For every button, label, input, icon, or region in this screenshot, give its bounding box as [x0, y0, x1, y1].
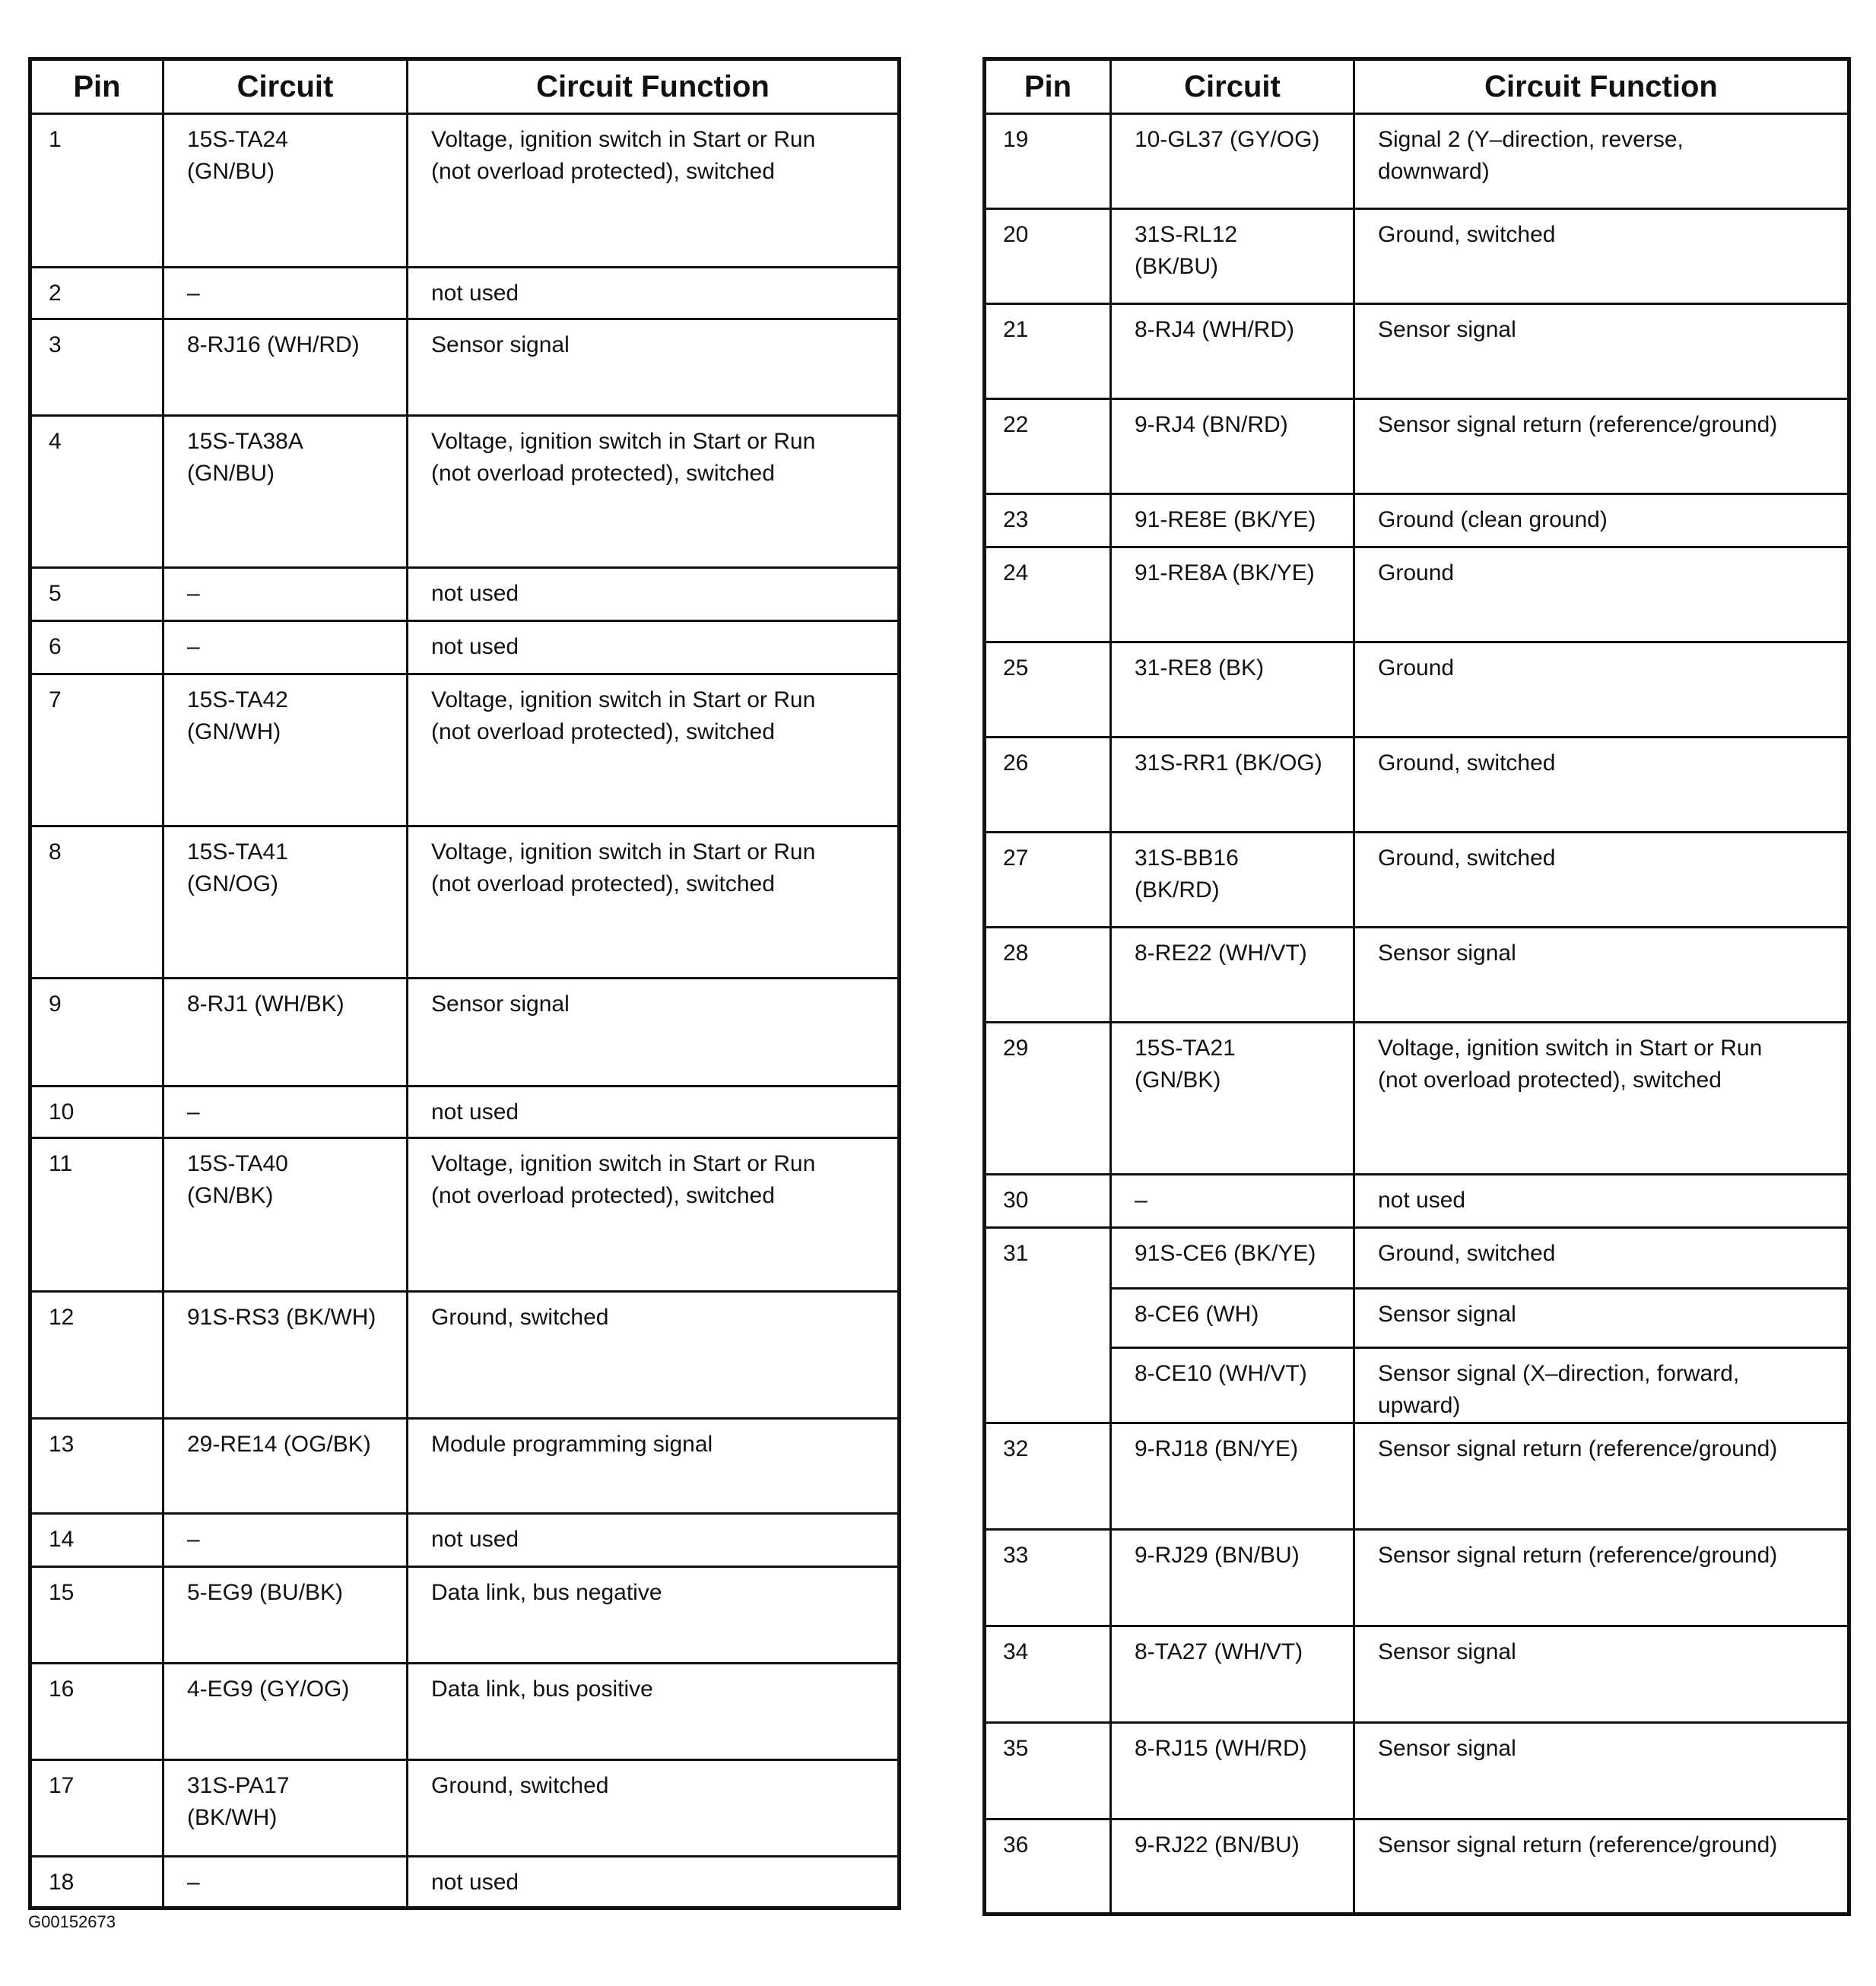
- pin-row: [985, 928, 1849, 1023]
- pin-number: 22: [985, 399, 1111, 494]
- circuit-function-cell: [1354, 1175, 1849, 1228]
- circuit-cell: [1111, 642, 1354, 738]
- header-pin: Pin: [30, 59, 163, 114]
- function-line: Data link, bus negative: [431, 1580, 662, 1605]
- header-circuit: Circuit: [163, 59, 408, 114]
- circuit-cell: [1111, 304, 1354, 399]
- circuit-function-cell: [1354, 1423, 1849, 1530]
- circuit-line: 15S-TA41: [187, 839, 288, 865]
- circuit-function-cell: [1354, 1348, 1849, 1423]
- circuit-line: 15S-TA24: [187, 127, 288, 152]
- circuit-line: (GN/OG): [187, 871, 278, 896]
- function-line: Sensor signal return (reference/ground): [1378, 1436, 1778, 1461]
- circuit-function-cell: [1354, 928, 1849, 1023]
- function-line: Ground: [1378, 560, 1455, 585]
- pin-row: [985, 1530, 1849, 1626]
- pin-number: 34: [985, 1626, 1111, 1723]
- pin-row: [985, 1175, 1849, 1228]
- function-line: Voltage, ignition switch in Start or Run: [431, 839, 816, 865]
- pin-row: [985, 304, 1849, 399]
- pin-number: 4: [30, 416, 163, 568]
- circuit-function-cell: [408, 621, 900, 674]
- function-line: (not overload protected), switched: [431, 719, 775, 744]
- pin-row: [30, 1292, 900, 1419]
- circuit-line: –: [187, 634, 200, 659]
- pin-number: 30: [985, 1175, 1111, 1228]
- pin-row: [30, 1087, 900, 1138]
- pin-number: 17: [30, 1760, 163, 1857]
- circuit-cell: [163, 1419, 408, 1514]
- circuit-cell: [163, 1292, 408, 1419]
- pin-number: 15: [30, 1567, 163, 1664]
- circuit-line: 8-RE22 (WH/VT): [1135, 941, 1307, 966]
- pin-row: [30, 568, 900, 621]
- pin-row: [985, 1723, 1849, 1819]
- circuit-line: 91S-RS3 (BK/WH): [187, 1305, 376, 1330]
- circuit-line: 9-RJ22 (BN/BU): [1135, 1832, 1300, 1858]
- circuit-function-cell: [1354, 833, 1849, 928]
- pin-row: [30, 1664, 900, 1760]
- circuit-line: 15S-TA38A: [187, 429, 303, 454]
- function-line: Sensor signal: [431, 991, 570, 1017]
- circuit-cell: [1111, 1423, 1354, 1530]
- pin-row: [30, 416, 900, 568]
- circuit-line: (GN/BU): [187, 461, 275, 486]
- circuit-function-cell: [1354, 1228, 1849, 1289]
- circuit-line: 4-EG9 (GY/OG): [187, 1677, 350, 1702]
- pin-number: 8: [30, 826, 163, 979]
- pin-row: [985, 1423, 1849, 1530]
- header-pin: Pin: [985, 59, 1111, 114]
- pin-row: [985, 1819, 1849, 1915]
- function-line: not used: [431, 634, 519, 659]
- figure-id: G00152673: [28, 1912, 116, 1931]
- function-line: not used: [431, 281, 519, 306]
- pin-number: 24: [985, 547, 1111, 642]
- pin-number: 1: [30, 114, 163, 268]
- circuit-line: 8-TA27 (WH/VT): [1135, 1639, 1303, 1664]
- circuit-function-cell: [1354, 1819, 1849, 1915]
- pin-row: [985, 642, 1849, 738]
- pin-number: 16: [30, 1664, 163, 1760]
- circuit-function-cell: [408, 674, 900, 826]
- function-line: Ground (clean ground): [1378, 507, 1608, 532]
- header-circuit: Circuit: [1111, 59, 1354, 114]
- function-line: Ground, switched: [1378, 1241, 1556, 1266]
- pin-number: 3: [30, 319, 163, 416]
- circuit-line: 91-RE8E (BK/YE): [1135, 507, 1316, 532]
- pin-row: [985, 1289, 1849, 1348]
- circuit-cell: [1111, 833, 1354, 928]
- function-line: Sensor signal: [1378, 317, 1516, 342]
- circuit-function-cell: [408, 979, 900, 1087]
- circuit-cell: [163, 1857, 408, 1908]
- pin-number: 6: [30, 621, 163, 674]
- pin-row: [30, 979, 900, 1087]
- header-circuit-function: Circuit Function: [1354, 59, 1849, 114]
- pin-number: 33: [985, 1530, 1111, 1626]
- circuit-line: (BK/WH): [187, 1805, 278, 1830]
- pin-number: 11: [30, 1138, 163, 1292]
- circuit-cell: [1111, 1723, 1354, 1819]
- circuit-function-cell: [408, 1138, 900, 1292]
- circuit-function-cell: [1354, 304, 1849, 399]
- function-line: Ground, switched: [1378, 750, 1556, 776]
- circuit-function-cell: [408, 416, 900, 568]
- circuit-cell: [163, 621, 408, 674]
- circuit-line: 91S-CE6 (BK/YE): [1135, 1241, 1316, 1266]
- circuit-cell: [163, 1087, 408, 1138]
- circuit-function-cell: [1354, 642, 1849, 738]
- circuit-cell: [1111, 1626, 1354, 1723]
- pin-number: 27: [985, 833, 1111, 928]
- circuit-line: 15S-TA21: [1135, 1036, 1236, 1061]
- circuit-cell: [163, 1567, 408, 1664]
- pin-row: [985, 209, 1849, 304]
- function-line: Data link, bus positive: [431, 1677, 653, 1702]
- circuit-function-cell: [408, 114, 900, 268]
- circuit-function-cell: [1354, 399, 1849, 494]
- function-line: Signal 2 (Y–direction, reverse,: [1378, 127, 1684, 152]
- function-line: Module programming signal: [431, 1432, 713, 1457]
- circuit-cell: [163, 568, 408, 621]
- pin-row: [985, 399, 1849, 494]
- function-line: Voltage, ignition switch in Start or Run: [431, 127, 816, 152]
- circuit-function-cell: [1354, 1530, 1849, 1626]
- header-circuit-function: Circuit Function: [408, 59, 900, 114]
- circuit-function-cell: [1354, 1023, 1849, 1175]
- pin-row: [30, 1567, 900, 1664]
- circuit-function-cell: [408, 1087, 900, 1138]
- pin-row: [985, 833, 1849, 928]
- function-line: Ground: [1378, 655, 1455, 681]
- pin-row: [30, 1857, 900, 1908]
- function-line: not used: [431, 1099, 519, 1125]
- function-line: Ground, switched: [1378, 222, 1556, 247]
- circuit-cell: [163, 268, 408, 319]
- function-line: Sensor signal return (reference/ground): [1378, 412, 1778, 437]
- pin-number: 2: [30, 268, 163, 319]
- pin-row: [985, 494, 1849, 547]
- circuit-cell: [1111, 1530, 1354, 1626]
- circuit-line: (GN/WH): [187, 719, 281, 744]
- function-line: Sensor signal: [1378, 1639, 1516, 1664]
- circuit-cell: [1111, 738, 1354, 833]
- pin-row: [985, 1626, 1849, 1723]
- function-line: not used: [1378, 1188, 1466, 1213]
- circuit-line: (GN/BU): [187, 159, 275, 184]
- function-line: not used: [431, 581, 519, 606]
- pin-number: 31: [985, 1228, 1111, 1423]
- circuit-cell: [1111, 1228, 1354, 1289]
- circuit-line: –: [187, 1870, 200, 1895]
- function-line: Sensor signal: [1378, 1302, 1516, 1327]
- function-line: (not overload protected), switched: [1378, 1068, 1722, 1093]
- circuit-cell: [1111, 399, 1354, 494]
- pin-row: [30, 826, 900, 979]
- function-line: not used: [431, 1870, 519, 1895]
- function-line: (not overload protected), switched: [431, 871, 775, 896]
- function-line: Sensor signal (X–direction, forward,: [1378, 1361, 1740, 1386]
- circuit-cell: [1111, 209, 1354, 304]
- pin-number: 7: [30, 674, 163, 826]
- circuit-line: 10-GL37 (GY/OG): [1135, 127, 1320, 152]
- pin-number: 32: [985, 1423, 1111, 1530]
- circuit-cell: [1111, 114, 1354, 209]
- circuit-line: 31S-PA17: [187, 1773, 290, 1798]
- pin-number: 10: [30, 1087, 163, 1138]
- circuit-cell: [1111, 1348, 1354, 1423]
- circuit-cell: [1111, 1175, 1354, 1228]
- pin-row: [30, 319, 900, 416]
- pin-number: 35: [985, 1723, 1111, 1819]
- function-line: upward): [1378, 1393, 1461, 1418]
- circuit-line: 8-RJ16 (WH/RD): [187, 332, 360, 357]
- circuit-function-cell: [408, 1292, 900, 1419]
- circuit-line: (BK/RD): [1135, 877, 1220, 903]
- circuit-line: –: [187, 581, 200, 606]
- pin-row: [985, 1228, 1849, 1289]
- circuit-function-cell: [408, 1857, 900, 1908]
- pin-row: [985, 114, 1849, 209]
- circuit-line: 8-RJ4 (WH/RD): [1135, 317, 1294, 342]
- function-line: Sensor signal: [1378, 1736, 1516, 1761]
- circuit-line: –: [187, 1099, 200, 1125]
- circuit-cell: [1111, 1819, 1354, 1915]
- pin-row: [30, 1138, 900, 1292]
- pin-number: 9: [30, 979, 163, 1087]
- circuit-function-cell: [1354, 547, 1849, 642]
- pin-number: 12: [30, 1292, 163, 1419]
- circuit-line: 15S-TA42: [187, 687, 288, 712]
- pin-number: 20: [985, 209, 1111, 304]
- circuit-line: (GN/BK): [187, 1183, 274, 1208]
- circuit-function-cell: [408, 568, 900, 621]
- pin-row: [30, 621, 900, 674]
- circuit-function-cell: [1354, 114, 1849, 209]
- function-line: Voltage, ignition switch in Start or Run: [431, 429, 816, 454]
- function-line: Voltage, ignition switch in Start or Run: [431, 1151, 816, 1176]
- circuit-cell: [163, 416, 408, 568]
- circuit-line: 9-RJ4 (BN/RD): [1135, 412, 1288, 437]
- circuit-line: 9-RJ18 (BN/YE): [1135, 1436, 1299, 1461]
- function-line: (not overload protected), switched: [431, 1183, 775, 1208]
- pin-row: [30, 1760, 900, 1857]
- circuit-line: 29-RE14 (OG/BK): [187, 1432, 371, 1457]
- function-line: Ground, switched: [431, 1773, 609, 1798]
- circuit-function-cell: [408, 1664, 900, 1760]
- circuit-line: 8-RJ1 (WH/BK): [187, 991, 344, 1017]
- pin-row: [30, 268, 900, 319]
- circuit-cell: [163, 1664, 408, 1760]
- function-line: Voltage, ignition switch in Start or Run: [431, 687, 816, 712]
- pin-row: [985, 547, 1849, 642]
- circuit-line: 5-EG9 (BU/BK): [187, 1580, 344, 1605]
- circuit-cell: [1111, 547, 1354, 642]
- circuit-cell: [163, 319, 408, 416]
- pin-number: 5: [30, 568, 163, 621]
- function-line: Ground, switched: [1378, 845, 1556, 871]
- circuit-line: 31S-BB16: [1135, 845, 1239, 871]
- circuit-line: 8-RJ15 (WH/RD): [1135, 1736, 1307, 1761]
- header-row: [30, 59, 900, 114]
- circuit-line: –: [1135, 1188, 1148, 1213]
- pin-row: [30, 1419, 900, 1514]
- circuit-line: –: [187, 1527, 200, 1552]
- circuit-function-cell: [408, 1567, 900, 1664]
- circuit-function-cell: [408, 268, 900, 319]
- circuit-line: 31S-RL12: [1135, 222, 1238, 247]
- circuit-line: (BK/BU): [1135, 254, 1219, 279]
- circuit-line: 9-RJ29 (BN/BU): [1135, 1543, 1300, 1568]
- function-line: (not overload protected), switched: [431, 461, 775, 486]
- function-line: Voltage, ignition switch in Start or Run: [1378, 1036, 1763, 1061]
- circuit-cell: [1111, 494, 1354, 547]
- function-line: not used: [431, 1527, 519, 1552]
- circuit-function-cell: [1354, 1289, 1849, 1348]
- circuit-function-cell: [1354, 1723, 1849, 1819]
- header-row: [985, 59, 1849, 114]
- pin-row: [30, 674, 900, 826]
- circuit-line: 91-RE8A (BK/YE): [1135, 560, 1315, 585]
- circuit-cell: [163, 1760, 408, 1857]
- circuit-line: 8-CE10 (WH/VT): [1135, 1361, 1307, 1386]
- circuit-cell: [163, 826, 408, 979]
- circuit-function-cell: [408, 1419, 900, 1514]
- pin-number: 18: [30, 1857, 163, 1908]
- pin-number: 14: [30, 1514, 163, 1567]
- pin-number: 29: [985, 1023, 1111, 1175]
- function-line: downward): [1378, 159, 1490, 184]
- function-line: (not overload protected), switched: [431, 159, 775, 184]
- pin-row: [985, 1023, 1849, 1175]
- pinout-table-right: [982, 57, 1851, 1916]
- pinout-table-left: [28, 57, 901, 1910]
- pin-row: [30, 1514, 900, 1567]
- circuit-line: 8-CE6 (WH): [1135, 1302, 1259, 1327]
- pin-row: [985, 738, 1849, 833]
- function-line: Sensor signal return (reference/ground): [1378, 1832, 1778, 1858]
- circuit-function-cell: [408, 1760, 900, 1857]
- pin-number: 26: [985, 738, 1111, 833]
- function-line: Sensor signal: [1378, 941, 1516, 966]
- circuit-cell: [163, 1138, 408, 1292]
- circuit-function-cell: [1354, 494, 1849, 547]
- function-line: Sensor signal: [431, 332, 570, 357]
- circuit-function-cell: [1354, 1626, 1849, 1723]
- circuit-cell: [1111, 928, 1354, 1023]
- pin-number: 25: [985, 642, 1111, 738]
- circuit-cell: [163, 674, 408, 826]
- circuit-function-cell: [408, 826, 900, 979]
- circuit-line: 15S-TA40: [187, 1151, 288, 1176]
- circuit-function-cell: [1354, 209, 1849, 304]
- circuit-cell: [163, 114, 408, 268]
- pin-number: 28: [985, 928, 1111, 1023]
- circuit-line: 31S-RR1 (BK/OG): [1135, 750, 1322, 776]
- pin-row: [30, 114, 900, 268]
- pin-number: 36: [985, 1819, 1111, 1915]
- function-line: Ground, switched: [431, 1305, 609, 1330]
- circuit-cell: [163, 979, 408, 1087]
- circuit-cell: [1111, 1023, 1354, 1175]
- pin-number: 19: [985, 114, 1111, 209]
- circuit-cell: [163, 1514, 408, 1567]
- circuit-line: 31-RE8 (BK): [1135, 655, 1265, 681]
- pin-row: [985, 1348, 1849, 1423]
- pin-number: 21: [985, 304, 1111, 399]
- circuit-cell: [1111, 1289, 1354, 1348]
- circuit-function-cell: [408, 319, 900, 416]
- function-line: Sensor signal return (reference/ground): [1378, 1543, 1778, 1568]
- circuit-function-cell: [1354, 738, 1849, 833]
- pin-number: 13: [30, 1419, 163, 1514]
- circuit-function-cell: [408, 1514, 900, 1567]
- pin-number: 23: [985, 494, 1111, 547]
- circuit-line: –: [187, 281, 200, 306]
- circuit-line: (GN/BK): [1135, 1068, 1221, 1093]
